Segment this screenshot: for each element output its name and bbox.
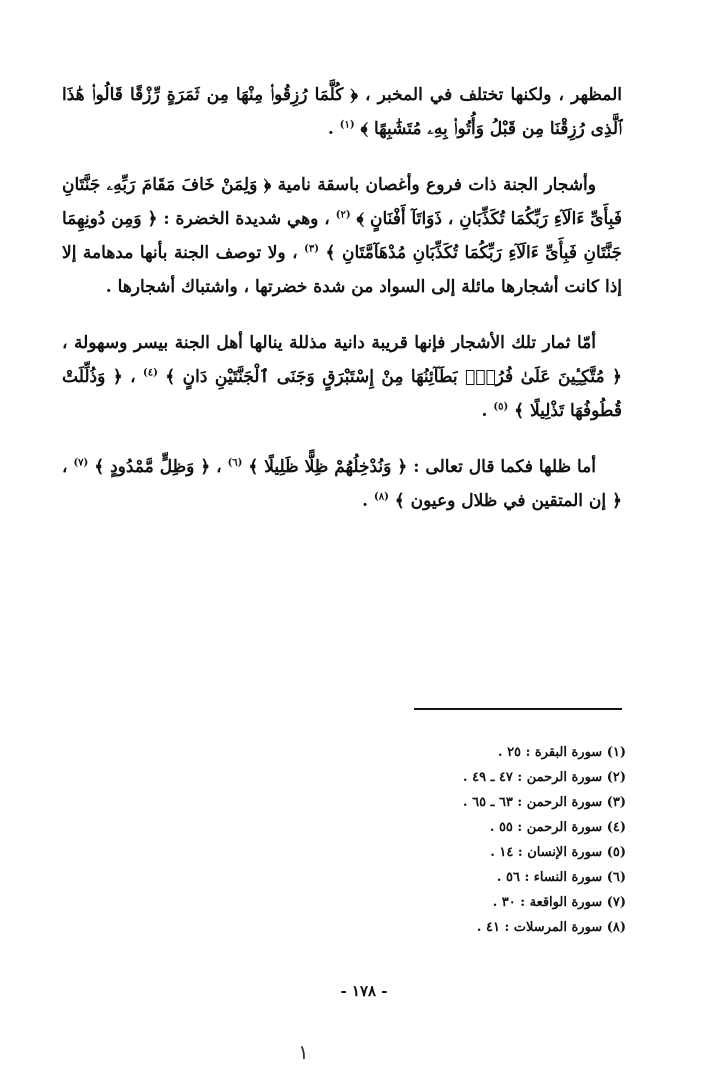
paragraph-3-tail: ، ﴿ وَذُلِّلَتْ قُطُوفُهَا تَذْلِيلًا ﴾ [62,367,622,421]
paragraph-2-text: وأشجار الجنة ذات فروع وأغصان باسقة نامية ﴿ وَلِمَنْ خَافَ مَقَامَ رَبِّهِۦ جَنَّتَانِ فَبِأَىِّ ءَالَآءِ رَبِّكُمَا تُكَذِّبَانِ ، ذَوَاتَآ أَفْنَانٍ ﴾ [62,175,622,229]
footnote-ref-1: (١) [339,119,355,131]
paragraph-1-tail: . [327,119,334,139]
footnote-ref-8: (٨) [373,491,389,503]
paragraph-3-tail-2: . [481,401,488,421]
footnote-ref-4: (٤) [143,367,158,379]
footnote-ref-5: (٥) [493,401,509,413]
footnote-ref-6: (٦) [227,457,243,469]
footnote-ref-3: (٣) [304,243,319,255]
paragraph-4-tail-3: . [362,491,369,511]
paragraph-4 [62,450,622,518]
footnote-item: (٣) سورة الرحمن : ٦٣ ـ ٦٥ . [463,795,626,810]
main-text [62,78,622,540]
footnote-item: (٤) سورة الرحمن : ٥٥ . [489,820,626,835]
footnote-item: (٢) سورة الرحمن : ٤٧ ـ ٤٩ . [463,770,626,785]
footnote-ref-7: (٧) [73,457,89,469]
paragraph-3 [62,326,622,428]
page-number: - ١٧٨ - [340,982,388,1000]
footnote-item: (٨) سورة المرسلات : ٤١ . [476,920,626,935]
footnote-item: (٧) سورة الواقعة : ٣٠ . [492,895,626,910]
handwritten-mark: ١ [298,1040,309,1064]
paragraph-2-tail-2: ، ولا توصف الجنة بأنها مدهامة إلا إذا كانت أشجارها مائلة إلى السواد من شدة خضرتها ، واشتباك أشجارها . [62,243,622,297]
footnote-item: (٥) سورة الإنسان : ١٤ . [490,845,626,860]
footnote-ref-2: (٢) [335,209,351,221]
footnotes-list [300,740,626,940]
paragraph-4-text: أما ظلها فكما قال تعالى : ﴿ وَنُدْخِلُهُمْ ظِلًّا ظَلِيلًا ﴾ [248,457,596,477]
paragraph-1-text: المظهر ، ولكنها تختلف في المخبر ، ﴿ كُلَّمَا رُزِقُوا۟ مِنْهَا مِن ثَمَرَةٍ رِّزْقًا قَالُوا۟ هَٰذَا ٱلَّذِى رُزِقْنَا مِن قَبْلُ وَأُتُوا۟ بِهِۦ مُتَشَٰبِهًا ﴾ [62,85,622,139]
paragraph-2-tail: ، وهي شديدة الخضرة : ﴿ وَمِن دُونِهِمَا جَنَّتَانِ فَبِأَىِّ ءَالَآءِ رَبِّكُمَا تُكَذِّبَانِ مُدْهَآمَّتَانِ ﴾ [62,209,622,263]
paragraph-4-tail-2: ، ﴿ إن المتقين في ظلال وعيون ﴾ [62,457,622,511]
footnote-item: (١) سورة البقرة : ٢٥ . [498,745,626,760]
paragraph-4-tail: ، ﴿ وَظِلٍّ مَّمْدُودٍ ﴾ [94,457,222,477]
footnote-divider [414,708,622,710]
paragraph-2 [62,168,622,304]
paragraph-1 [62,78,622,146]
paragraph-3-text: أمّا ثمار تلك الأشجار فإنها قريبة دانية مذللة ينالها أهل الجنة بيسر وسهولة ، ﴿ مُتَّكِـِٔينَ عَلَىٰ فُرُشٍۭ بَطَآئِنُهَا مِنْ إِسْتَبْرَقٍ وَجَنَى ٱلْجَنَّتَيْنِ دَانٍ ﴾ [62,333,623,387]
footnote-item: (٦) سورة النساء : ٥٦ . [496,870,626,885]
